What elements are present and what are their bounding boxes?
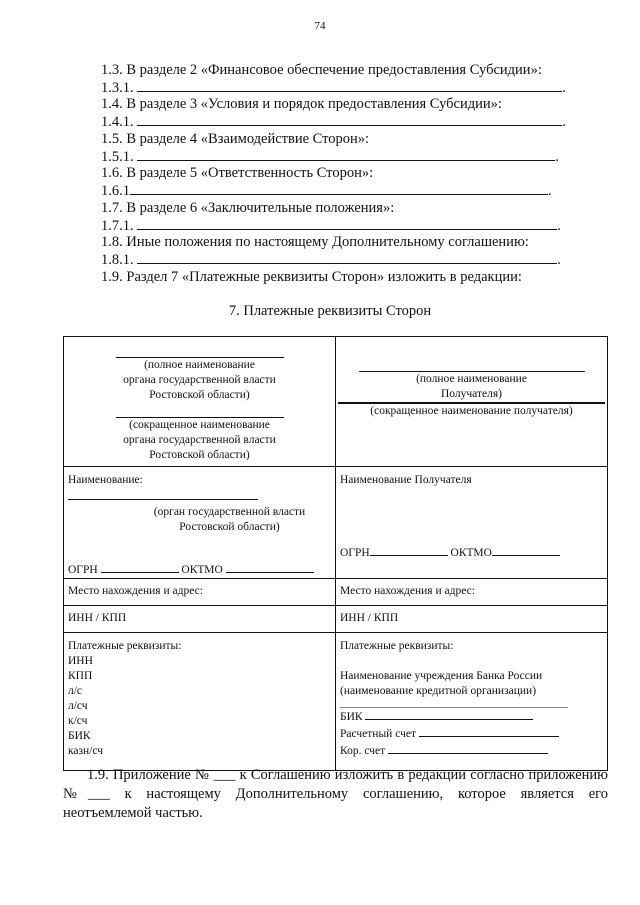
- left-payment-item: к/сч: [68, 715, 88, 727]
- left-payment-item: казн/сч: [68, 745, 104, 757]
- left-short-name-line: [116, 407, 284, 418]
- left-full-name-caption-3: Ростовской области): [149, 389, 250, 401]
- left-head-cell: [64, 337, 336, 467]
- left-payment-item: БИК: [68, 730, 91, 742]
- right-full-name-caption: (полное наименование: [416, 373, 527, 385]
- left-full-name-caption-2: органа государственной власти: [123, 374, 276, 386]
- item-1-5: 1.5. В разделе 4 «Взаимодействие Сторон»:: [101, 131, 370, 147]
- left-short-name-caption-2: органа государственной власти: [123, 434, 276, 446]
- left-payment-label: Платежные реквизиты:: [68, 640, 182, 652]
- right-bank-note: (наименование кредитной организации): [340, 685, 537, 697]
- left-name-note: (орган государственной власти: [153, 506, 306, 518]
- closing-paragraph: [63, 766, 608, 823]
- item-1-7: 1.7. В разделе 6 «Заключительные положения»:: [101, 200, 395, 216]
- left-name-note-2: Ростовской области): [179, 521, 280, 533]
- right-address-cell: Место нахождения и адрес:: [336, 579, 608, 606]
- item-1-6: 1.6. В разделе 5 «Ответственность Сторон»:: [101, 165, 374, 181]
- item-1-4-1: 1.4.1. .: [101, 114, 566, 130]
- item-1-5-1: 1.5.1. .: [101, 149, 559, 165]
- right-name-label: Наименование Получателя: [340, 474, 472, 486]
- left-short-name-caption: (сокращенное наименование: [129, 419, 270, 431]
- right-short-name-caption: (сокращенное наименование получателя): [370, 405, 573, 417]
- left-full-name-caption: (полное наименование: [144, 359, 255, 371]
- left-payment-item: КПП: [68, 670, 93, 682]
- left-full-name-line: [116, 347, 284, 358]
- left-short-name-caption-3: Ростовской области): [149, 449, 250, 461]
- item-1-3: 1.3. В разделе 2 «Финансовое обеспечение предоставления Субсидии»:: [101, 62, 542, 78]
- right-ogrn-row: ОГРН ОКТМО: [340, 544, 603, 561]
- item-1-8-1: 1.8.1. .: [101, 252, 561, 268]
- page-number: 74: [314, 20, 326, 32]
- left-name-cell: [64, 467, 336, 579]
- right-bik-row: БИК: [340, 708, 603, 725]
- right-full-name-line: [359, 357, 585, 372]
- item-1-8: 1.8. Иные положения по настоящему Дополнительному соглашению:: [101, 234, 529, 250]
- right-settlement-row: Расчетный счет: [340, 725, 603, 742]
- left-payment-item: л/сч: [68, 700, 88, 712]
- left-inn-cell: ИНН / КПП: [64, 606, 336, 633]
- left-payment-cell: [64, 633, 336, 771]
- left-payment-item: л/с: [68, 685, 83, 697]
- item-1-6-1: 1.6.1 .: [101, 183, 552, 199]
- requisites-table: [63, 336, 608, 771]
- right-name-cell: [336, 467, 608, 579]
- item-1-9: 1.9. Раздел 7 «Платежные реквизиты Сторон» изложить в редакции:: [101, 269, 522, 285]
- item-1-7-1: 1.7.1. .: [101, 218, 561, 234]
- right-full-name-caption-2: Получателя): [441, 388, 502, 400]
- closing-paragraph-text: 1.9. Приложение № ___ к Соглашению изложить в редакции согласно приложению №___ к настоящему Дополнительному соглашению, которое является его неотъемлемой частью.: [63, 767, 608, 821]
- right-head-cell: [336, 337, 608, 467]
- left-address-cell: Место нахождения и адрес:: [64, 579, 336, 606]
- item-1-3-1: 1.3.1. .: [101, 80, 566, 96]
- right-corr-row: Кор. счет: [340, 742, 603, 759]
- right-payment-label: Платежные реквизиты:: [340, 640, 454, 652]
- left-payment-item: ИНН: [68, 655, 93, 667]
- right-inn-cell: ИНН / КПП: [336, 606, 608, 633]
- right-bank-line: [340, 699, 568, 708]
- right-bank-name: Наименование учреждения Банка России: [340, 670, 543, 682]
- section-title: 7. Платежные реквизиты Сторон: [228, 303, 432, 319]
- left-ogrn-row: ОГРН ОКТМО: [68, 561, 331, 578]
- item-1-4: 1.4. В разделе 3 «Условия и порядок предоставления Субсидии»:: [101, 96, 502, 112]
- right-payment-cell: [336, 633, 608, 771]
- left-name-label: Наименование:: [68, 474, 143, 486]
